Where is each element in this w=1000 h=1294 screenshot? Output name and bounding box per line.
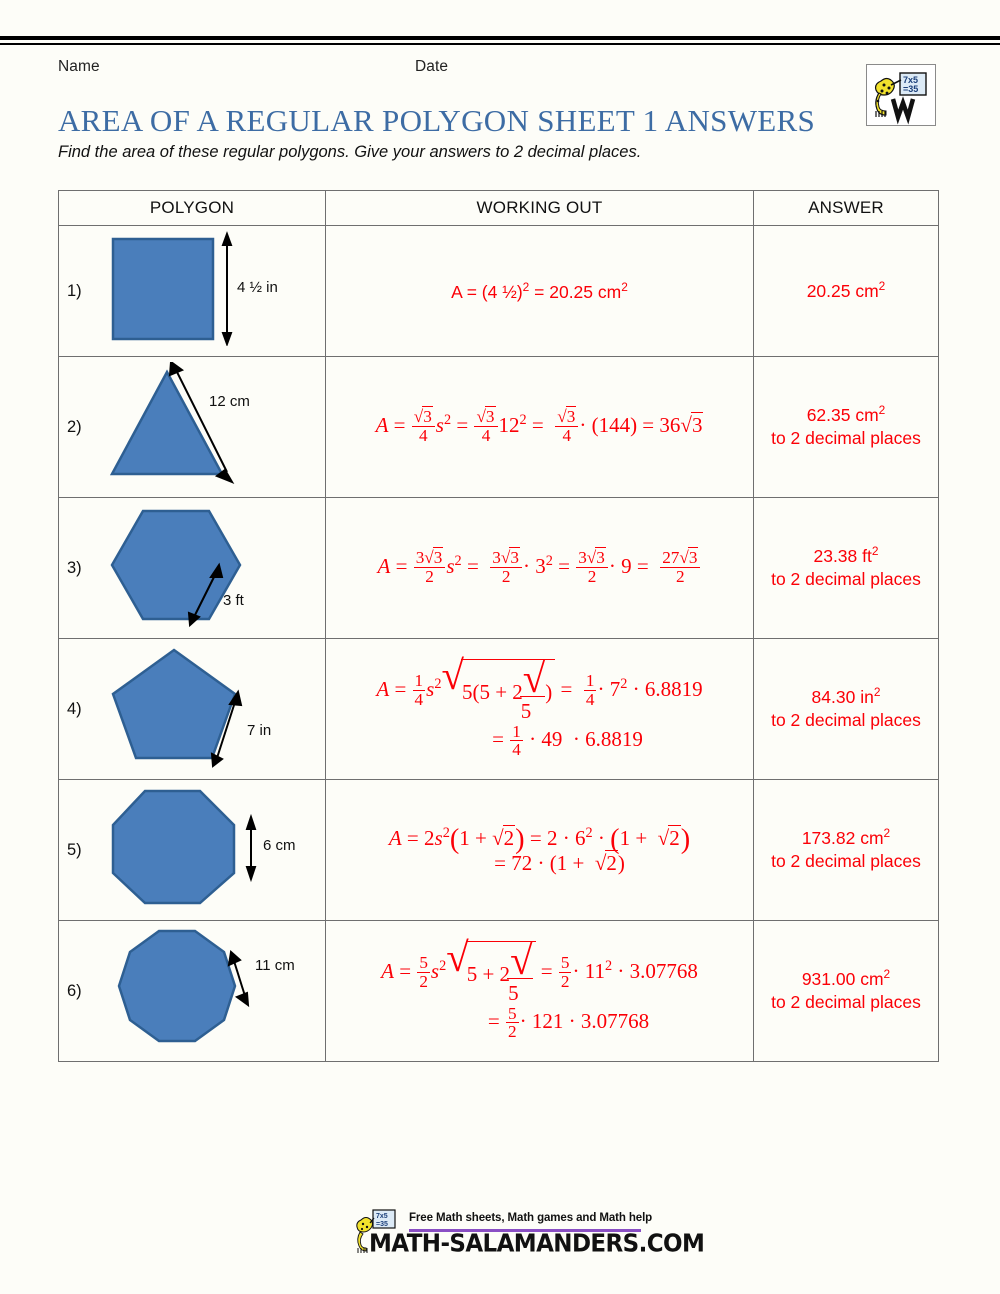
answer-note-6: to 2 decimal places xyxy=(771,992,921,1013)
working-out-cell-5 xyxy=(326,780,754,921)
logo-board-line2: =35 xyxy=(903,84,919,94)
dimension-label-3: 3 ft xyxy=(223,592,244,609)
working-out-cell-4 xyxy=(326,639,754,780)
working-out-cell-1 xyxy=(326,226,754,357)
answer-value-2: 62.35 $cm^2$ to 2 decimal places xyxy=(771,403,921,449)
answer-cell-2 xyxy=(754,357,939,498)
table-row xyxy=(59,357,939,498)
footer-domain: MATH-SALAMANDERS.COM xyxy=(369,1230,705,1259)
working-line-4b: = $\frac{1}{4}$ · 49 · 6.8819 xyxy=(492,721,643,760)
answer-value-6: 931.00 $cm^2$ to 2 decimal places xyxy=(771,967,921,1013)
column-header-working-out: WORKING OUT xyxy=(326,191,754,226)
column-header-answer: ANSWER xyxy=(754,191,939,226)
working-out-cell-3 xyxy=(326,498,754,639)
polygon-worksheet-table xyxy=(58,190,939,1062)
working-line-4a: A = $\frac{1}{4}$ $s^2$ √ 5(5 + 2 √ 5 ) = $\frac{1}{4}$ · $7^2 \cdot 6.8819$ xyxy=(376,652,703,723)
answer-cell-4 xyxy=(754,639,939,780)
answer-value-4: 84.30 $in^2$ to 2 decimal places xyxy=(771,685,921,731)
dimension-label-6: 11 cm xyxy=(255,957,295,974)
shape-decagon xyxy=(105,926,295,1056)
page-subtitle: Find the area of these regular polygons. Give your answers to 2 decimal places. xyxy=(58,143,642,161)
answer-cell-3 xyxy=(754,498,939,639)
answer-note-3: to 2 decimal places xyxy=(771,569,921,590)
working-line-1: A = (4 ½)$^2$ = 20.25 $cm^2$ xyxy=(451,279,628,302)
answer-note-4: to 2 decimal places xyxy=(771,710,921,731)
answer-cell-6 xyxy=(754,921,939,1062)
polygon-cell-2 xyxy=(59,357,326,498)
table-row xyxy=(59,498,939,639)
working-line-6b: = $\frac{5}{2}$ · 121 · 3.07768 xyxy=(487,1003,650,1042)
answer-value-1: 20.25 $cm^2$ xyxy=(806,278,886,301)
row-number-6: 6) xyxy=(67,981,82,1000)
polygon-cell-5 xyxy=(59,780,326,921)
polygon-cell-6 xyxy=(59,921,326,1062)
dimension-label-5: 6 cm xyxy=(263,837,296,854)
working-line-5b: = 72 · (1 + √2) xyxy=(494,851,625,876)
working-line-6a: A = $\frac{5}{2}$ $s^2$ √ 5 + 2 √ 5 = $\frac{5}{2}$ · $11^2 \cdot 3.07768$ xyxy=(381,934,698,1005)
polygon-cell-3 xyxy=(59,498,326,639)
svg-text:7x5: 7x5 xyxy=(376,1213,388,1220)
working-line-3: A = $\frac{3√3}{2}$ $s^2$ = $\frac{3√3}{2}$ · $3^2$ = $\frac{3√3}{2}$ · 9 = $\frac{27√3}{2}$ xyxy=(326,550,753,586)
name-date-row xyxy=(58,58,938,82)
dimension-label-2: 12 cm xyxy=(209,393,250,410)
answer-cell-1 xyxy=(754,226,939,357)
working-line-2: A = $\frac{√3}{4}$ $s^2$ = $\frac{√3}{4}$ $12^2$ = $\frac{√3}{4}$ · (144) = 36√3 xyxy=(375,407,703,445)
row-number-1: 1) xyxy=(67,281,82,300)
logo-board-line1: 7x5 xyxy=(903,75,919,85)
shape-triangle xyxy=(105,362,280,492)
row-number-2: 2) xyxy=(67,417,82,436)
table-row xyxy=(59,921,939,1062)
table-header-row xyxy=(59,191,939,226)
working-line-5a: $A = 2s^2(1 + √2) = 2 \cdot 6^2 \cdot (1 + √2)$ xyxy=(388,823,691,855)
shape-pentagon xyxy=(105,644,280,774)
polygon-cell-4 xyxy=(59,639,326,780)
dimension-label-1: 4 ½ in xyxy=(237,279,278,296)
table-row xyxy=(59,780,939,921)
answer-note-2: to 2 decimal places xyxy=(771,428,921,449)
answer-value-5: 173.82 $cm^2$ to 2 decimal places xyxy=(771,826,921,872)
svg-text:=35: =35 xyxy=(376,1221,388,1228)
polygon-cell-1 xyxy=(59,226,326,357)
name-label: Name xyxy=(58,58,100,75)
row-number-3: 3) xyxy=(67,558,82,577)
row-number-4: 4) xyxy=(67,699,82,718)
shape-octagon xyxy=(105,785,296,915)
footer xyxy=(355,1208,705,1270)
answer-value-3: 23.38 $ft^2$ to 2 decimal places xyxy=(771,544,921,590)
working-out-cell-6 xyxy=(326,921,754,1062)
date-label: Date xyxy=(415,58,449,75)
column-header-polygon: POLYGON xyxy=(59,191,326,226)
answer-note-5: to 2 decimal places xyxy=(771,851,921,872)
dimension-label-4: 7 in xyxy=(247,722,272,739)
table-row xyxy=(59,639,939,780)
table-row xyxy=(59,226,939,357)
footer-tagline: Free Math sheets, Math games and Math help xyxy=(409,1212,653,1224)
page-title: AREA OF A REGULAR POLYGON SHEET 1 ANSWERS xyxy=(58,103,816,138)
math-salamanders-logo-icon xyxy=(866,64,936,126)
page-top-rule xyxy=(0,36,1000,45)
shape-square xyxy=(105,231,278,351)
answer-cell-5 xyxy=(754,780,939,921)
shape-hexagon xyxy=(105,503,280,633)
working-out-cell-2 xyxy=(326,357,754,498)
row-number-5: 5) xyxy=(67,840,82,859)
